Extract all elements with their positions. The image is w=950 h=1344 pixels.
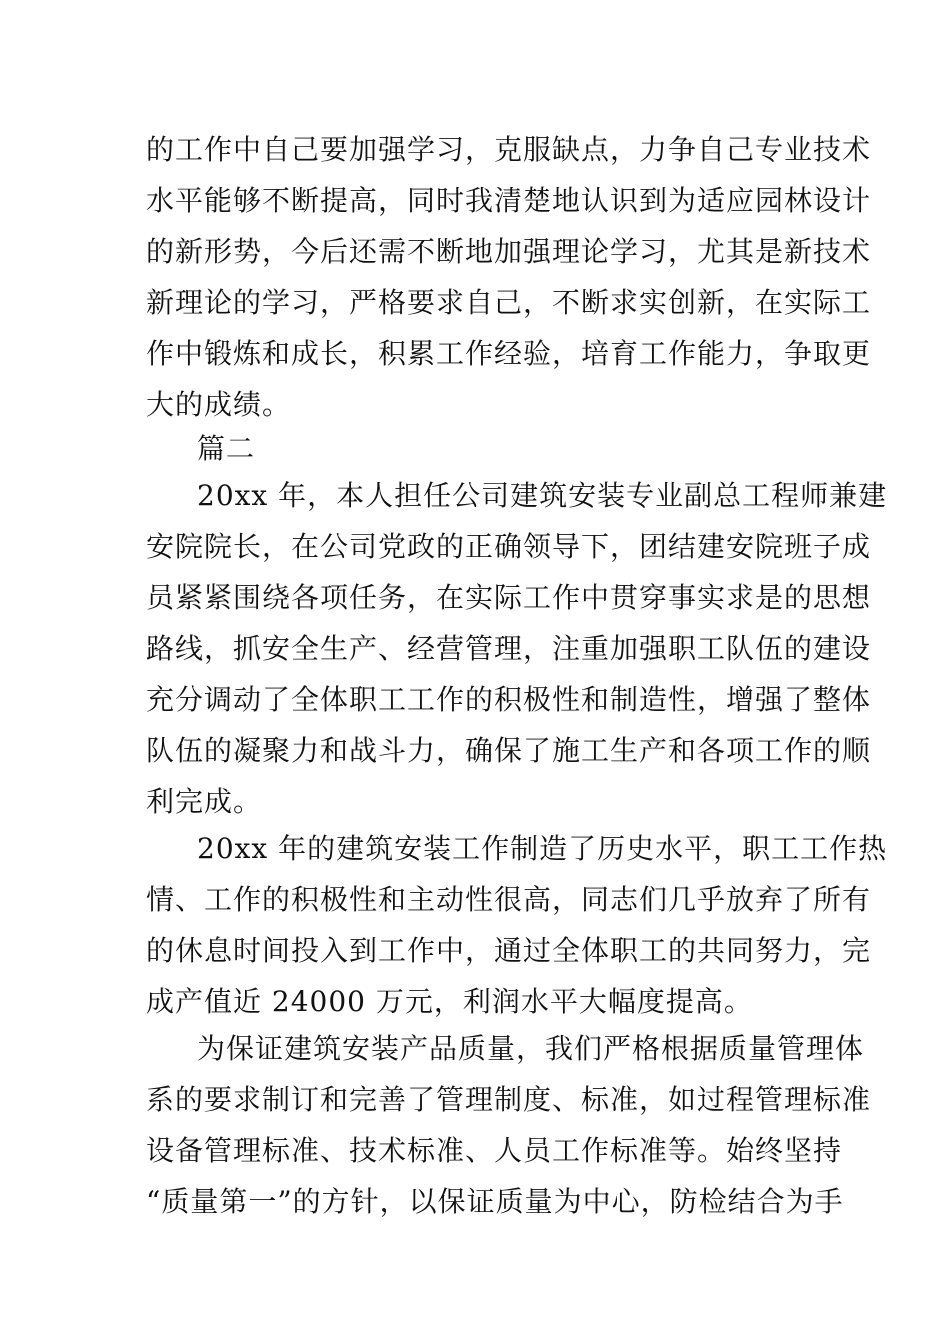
text-line: 为保证建筑安装产品质量，我们严格根据质量管理体: [197, 1032, 865, 1065]
text-line: 20xx 年，本人担任公司建筑安装专业副总工程师兼建: [197, 479, 888, 512]
text-line: 队伍的凝聚力和战斗力，确保了施工生产和各项工作的顺: [146, 734, 872, 767]
text-line: 成产值近 24000 万元，利润水平大幅度提高。: [146, 985, 753, 1018]
text-line: 系的要求制订和完善了管理制度、标准，如过程管理标准: [146, 1083, 872, 1116]
text-line: 员紧紧围绕各项任务，在实际工作中贯穿事实求是的思想: [146, 581, 872, 614]
text-line: 大的成绩。: [146, 388, 292, 421]
text-line: “质量第一”的方针，以保证质量为中心，防检结合为手: [146, 1185, 844, 1218]
text-line: 利完成。: [146, 785, 263, 818]
text-line: 20xx 年的建筑安装工作制造了历史水平，职工工作热: [197, 832, 888, 865]
text-line: 路线，抓安全生产、经营管理，注重加强职工队伍的建设: [146, 632, 872, 665]
text-line: 新理论的学习，严格要求自己，不断求实创新，在实际工: [146, 286, 872, 319]
text-line: 安院院长，在公司党政的正确领导下，团结建安院班子成: [146, 530, 872, 563]
text-line: 情、工作的积极性和主动性很高，同志们几乎放弃了所有: [146, 883, 872, 916]
text-line: 充分调动了全体职工工作的积极性和制造性，增强了整体: [146, 683, 872, 716]
text-line: 的新形势，今后还需不断地加强理论学习，尤其是新技术: [146, 235, 872, 268]
text-line: 的休息时间投入到工作中，通过全体职工的共同努力，完: [146, 934, 872, 967]
section-heading: 篇二: [197, 432, 256, 465]
text-line: 作中锻炼和成长，积累工作经验，培育工作能力，争取更: [146, 337, 872, 370]
text-line: 的工作中自己要加强学习，克服缺点，力争自己专业技术: [146, 133, 872, 166]
text-line: 设备管理标准、技术标准、人员工作标准等。始终坚持: [146, 1134, 843, 1167]
text-line: 水平能够不断提高，同时我清楚地认识到为适应园林设计: [146, 184, 872, 217]
